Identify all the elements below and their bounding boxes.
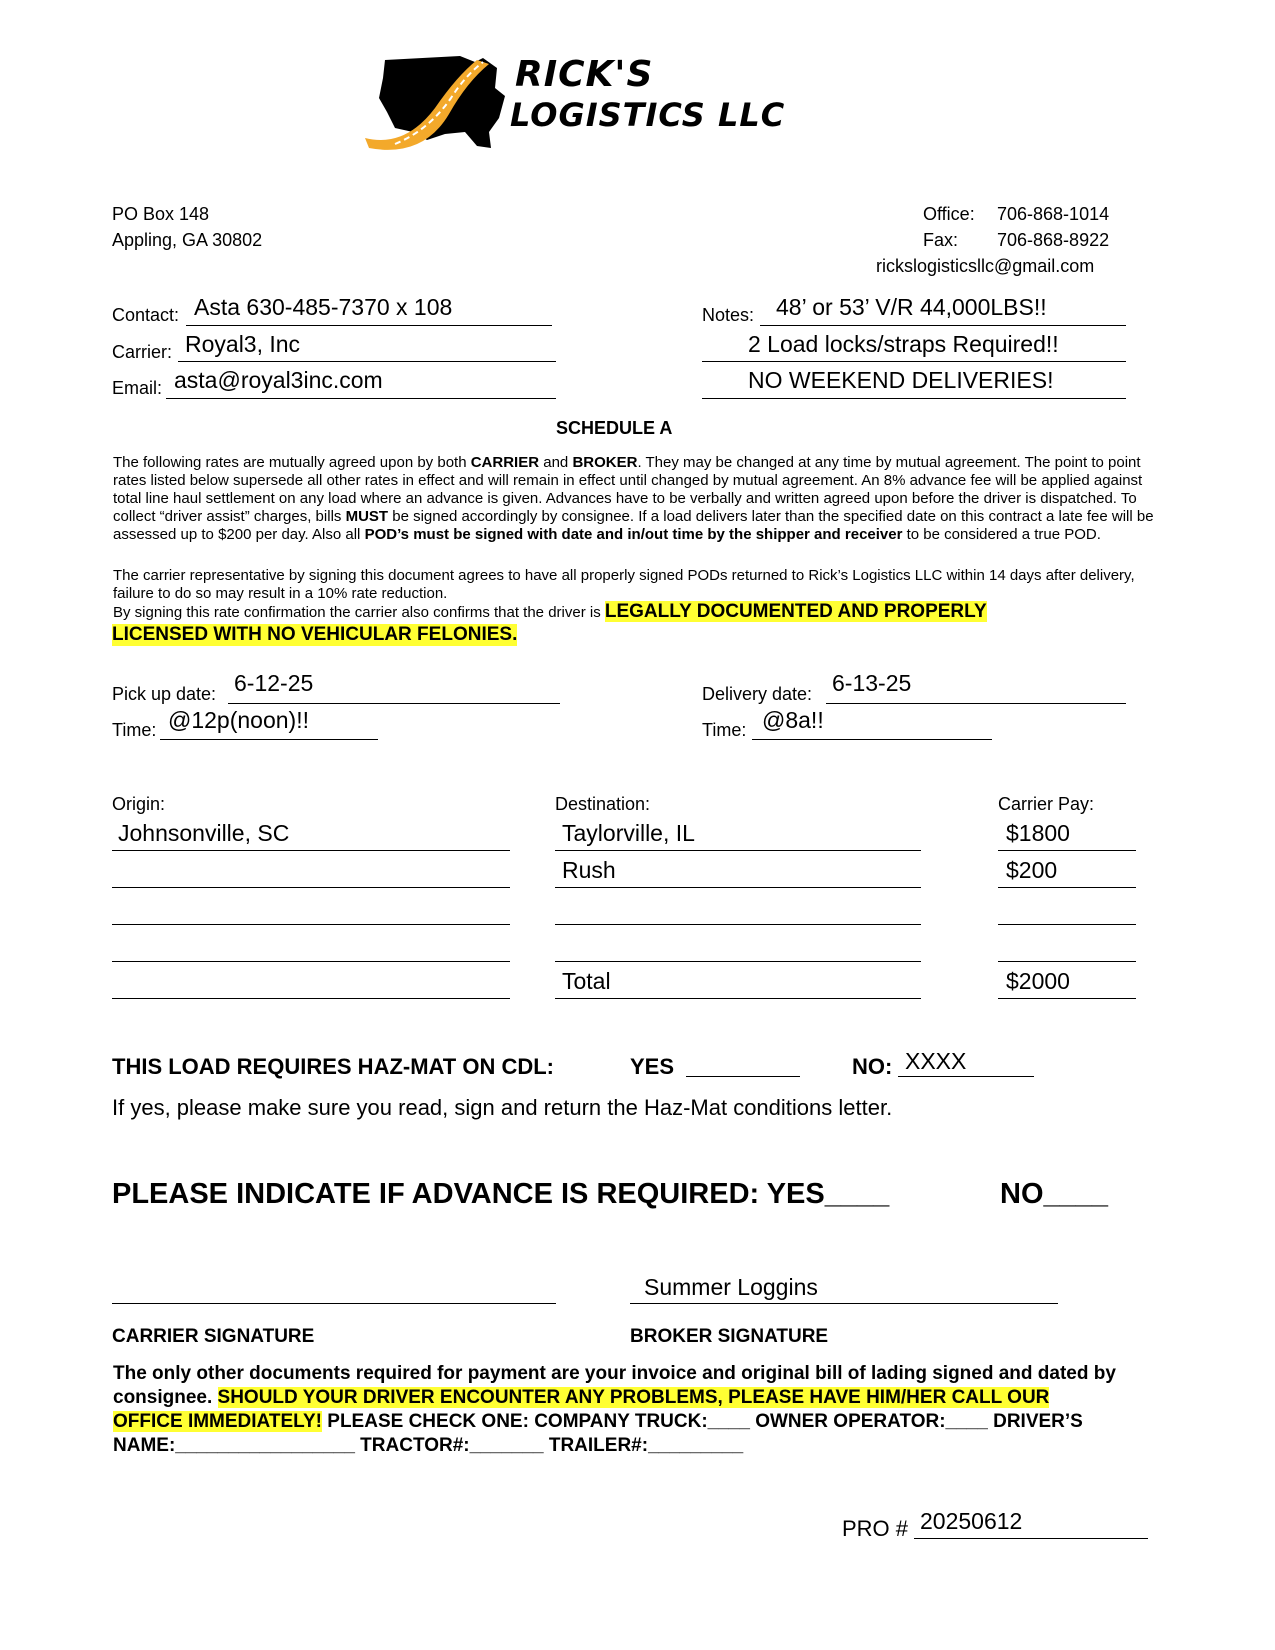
pro-value: 20250612 (920, 1508, 1023, 1534)
hazmat-note: If yes, please make sure you read, sign and return the Haz-Mat conditions letter. (112, 1095, 893, 1120)
schedule-text: and (539, 454, 573, 471)
pro-underline (914, 1538, 1148, 1539)
pickup-date-label: Pick up date: (112, 684, 217, 704)
schedule-text: . They may be changed at any time by mutual agreement. The point to point rates listed below supersede all other rates in effect and will remain in effect until changed by mutual agreement. An 8% advance fee will be applied against total line haul settlement on any load where an advance is given. Advances have to be verbally and written agreed upon before the driver is dispatched. To collect “driver assist” charges, bills (113, 454, 1143, 525)
schedule-text: The following rates are mutually agreed upon by both (113, 454, 471, 471)
notes-line-1: 48’ or 53’ V/R 44,000LBS!! (776, 294, 1047, 320)
footer-highlight: SHOULD YOUR DRIVER ENCOUNTER ANY PROBLEMS, PLEASE HAVE HIM/HER CALL OUR OFFICE IMMEDIATELY! (113, 1387, 1050, 1432)
destination-header: Destination: (555, 794, 651, 814)
broker-signature-label: BROKER SIGNATURE (630, 1326, 829, 1347)
pro-label: PRO # (842, 1516, 909, 1541)
schedule-text: By signing this rate confirmation the carrier also confirms that the driver is (113, 604, 605, 621)
pickup-time-value: @12p(noon)!! (168, 707, 309, 733)
schedule-paragraph-1 (113, 454, 1163, 544)
delivery-time-label: Time: (702, 720, 747, 740)
pickup-date-value: 6-12-25 (234, 670, 314, 696)
fax-number: 706-868-8922 (997, 230, 1110, 250)
destination-line (555, 961, 921, 962)
notes-underline-1 (760, 325, 1126, 326)
notes-line-2: 2 Load locks/straps Required!! (748, 331, 1059, 357)
office-phone: 706-868-1014 (997, 204, 1110, 224)
pay-cell: $1800 (1006, 820, 1070, 846)
us-map-road-icon (365, 48, 515, 158)
company-email: rickslogisticsllc@gmail.com (876, 256, 1095, 276)
pickup-date-underline (228, 703, 560, 704)
carrier-signature-label: CARRIER SIGNATURE (112, 1326, 315, 1347)
destination-line (555, 887, 921, 888)
destination-line (555, 998, 921, 999)
email-underline (166, 398, 556, 399)
schedule-title: SCHEDULE A (556, 418, 673, 438)
schedule-paragraph-2: The carrier representative by signing this document agrees to have all properly signed PODs returned to Rick’s Logistics LLC within 14 days after delivery, failure to do so may result in a 10% rate reduction. (113, 567, 1135, 602)
notes-label: Notes: (702, 305, 755, 325)
delivery-time-underline (752, 739, 992, 740)
destination-cell: Rush (562, 857, 616, 883)
footer-paragraph (113, 1362, 1123, 1458)
origin-line (112, 924, 510, 925)
contact-label: Contact: (112, 305, 180, 325)
hazmat-yes-label: YES (630, 1054, 675, 1079)
footer-text: The only other documents required for payment are your invoice and original bill of lading signed and dated by consignee. (113, 1363, 1116, 1408)
notes-line-3: NO WEEKEND DELIVERIES! (748, 367, 1054, 393)
broker-signature-value: Summer Loggins (644, 1274, 818, 1300)
origin-line (112, 850, 510, 851)
destination-line (555, 924, 921, 925)
contact-value: Asta 630-485-7370 x 108 (194, 294, 453, 320)
schedule-must-bold: MUST (345, 508, 389, 525)
email-label: Email: (112, 378, 163, 398)
origin-header: Origin: (112, 794, 166, 814)
email-value: asta@royal3inc.com (174, 367, 383, 393)
contact-underline (186, 325, 552, 326)
notes-underline-2 (702, 361, 1126, 362)
pickup-time-underline (160, 739, 378, 740)
hazmat-no-underline (898, 1076, 1034, 1077)
carrier-value: Royal3, Inc (185, 331, 301, 357)
office-label: Office: (923, 204, 975, 224)
destination-cell: Taylorville, IL (562, 820, 695, 846)
destination-line (555, 850, 921, 851)
company-logo (365, 48, 785, 158)
legal-highlight-2: LICENSED WITH NO VEHICULAR FELONIES. (112, 624, 518, 645)
logo-text-line1: RICK'S (515, 54, 654, 95)
delivery-date-value: 6-13-25 (832, 670, 912, 696)
advance-question: PLEASE INDICATE IF ADVANCE IS REQUIRED: YES____ (112, 1178, 890, 1210)
company-address-line1: PO Box 148 (112, 204, 210, 224)
origin-cell: Johnsonville, SC (118, 820, 290, 846)
hazmat-no-label: NO: (852, 1054, 893, 1079)
schedule-pod-bold: POD’s must be signed with date and in/out time by the shipper and receiver (364, 526, 903, 543)
schedule-text: to be considered a true POD. (902, 526, 1101, 543)
hazmat-question: THIS LOAD REQUIRES HAZ-MAT ON CDL: (112, 1054, 555, 1079)
broker-signature-line (630, 1303, 1058, 1304)
carrier-pay-header: Carrier Pay: (998, 794, 1095, 814)
hazmat-no-value: XXXX (905, 1048, 967, 1074)
schedule-paragraph-3 (113, 603, 1163, 622)
advance-no: NO____ (1000, 1178, 1109, 1210)
carrier-underline (178, 361, 556, 362)
pay-line (998, 924, 1136, 925)
legal-highlight-1: LEGALLY DOCUMENTED AND PROPERLY (604, 601, 987, 622)
delivery-time-value: @8a!! (762, 707, 824, 733)
pay-line (998, 850, 1136, 851)
total-label-cell: Total (562, 968, 611, 994)
notes-underline-3 (702, 398, 1126, 399)
pay-line (998, 887, 1136, 888)
fax-label: Fax: (923, 230, 959, 250)
origin-line (112, 998, 510, 999)
pay-cell: $200 (1006, 857, 1058, 883)
hazmat-yes-underline (686, 1076, 800, 1077)
origin-line (112, 961, 510, 962)
carrier-signature-line (112, 1303, 556, 1304)
delivery-date-label: Delivery date: (702, 684, 813, 704)
company-address-line2: Appling, GA 30802 (112, 230, 263, 250)
total-pay-cell: $2000 (1006, 968, 1070, 994)
schedule-carrier-bold: CARRIER (470, 454, 540, 471)
logo-text-line2: LOGISTICS LLC (510, 96, 786, 134)
schedule-broker-bold: BROKER (572, 454, 638, 471)
pay-line (998, 998, 1136, 999)
carrier-label: Carrier: (112, 342, 173, 362)
origin-line (112, 887, 510, 888)
footer-check-text: PLEASE CHECK ONE: COMPANY TRUCK:____ OWNER OPERATOR:____ DRIVER’S NAME:_________________ TRACTOR#:_______ TRAILER#:_________ (113, 1411, 1083, 1456)
delivery-date-underline (826, 703, 1126, 704)
schedule-text: be signed accordingly by consignee. If a load delivers later than the specified date on this contract a late fee will be assessed up to $200 per day. Also all (113, 508, 1154, 543)
pickup-time-label: Time: (112, 720, 157, 740)
pay-line (998, 961, 1136, 962)
